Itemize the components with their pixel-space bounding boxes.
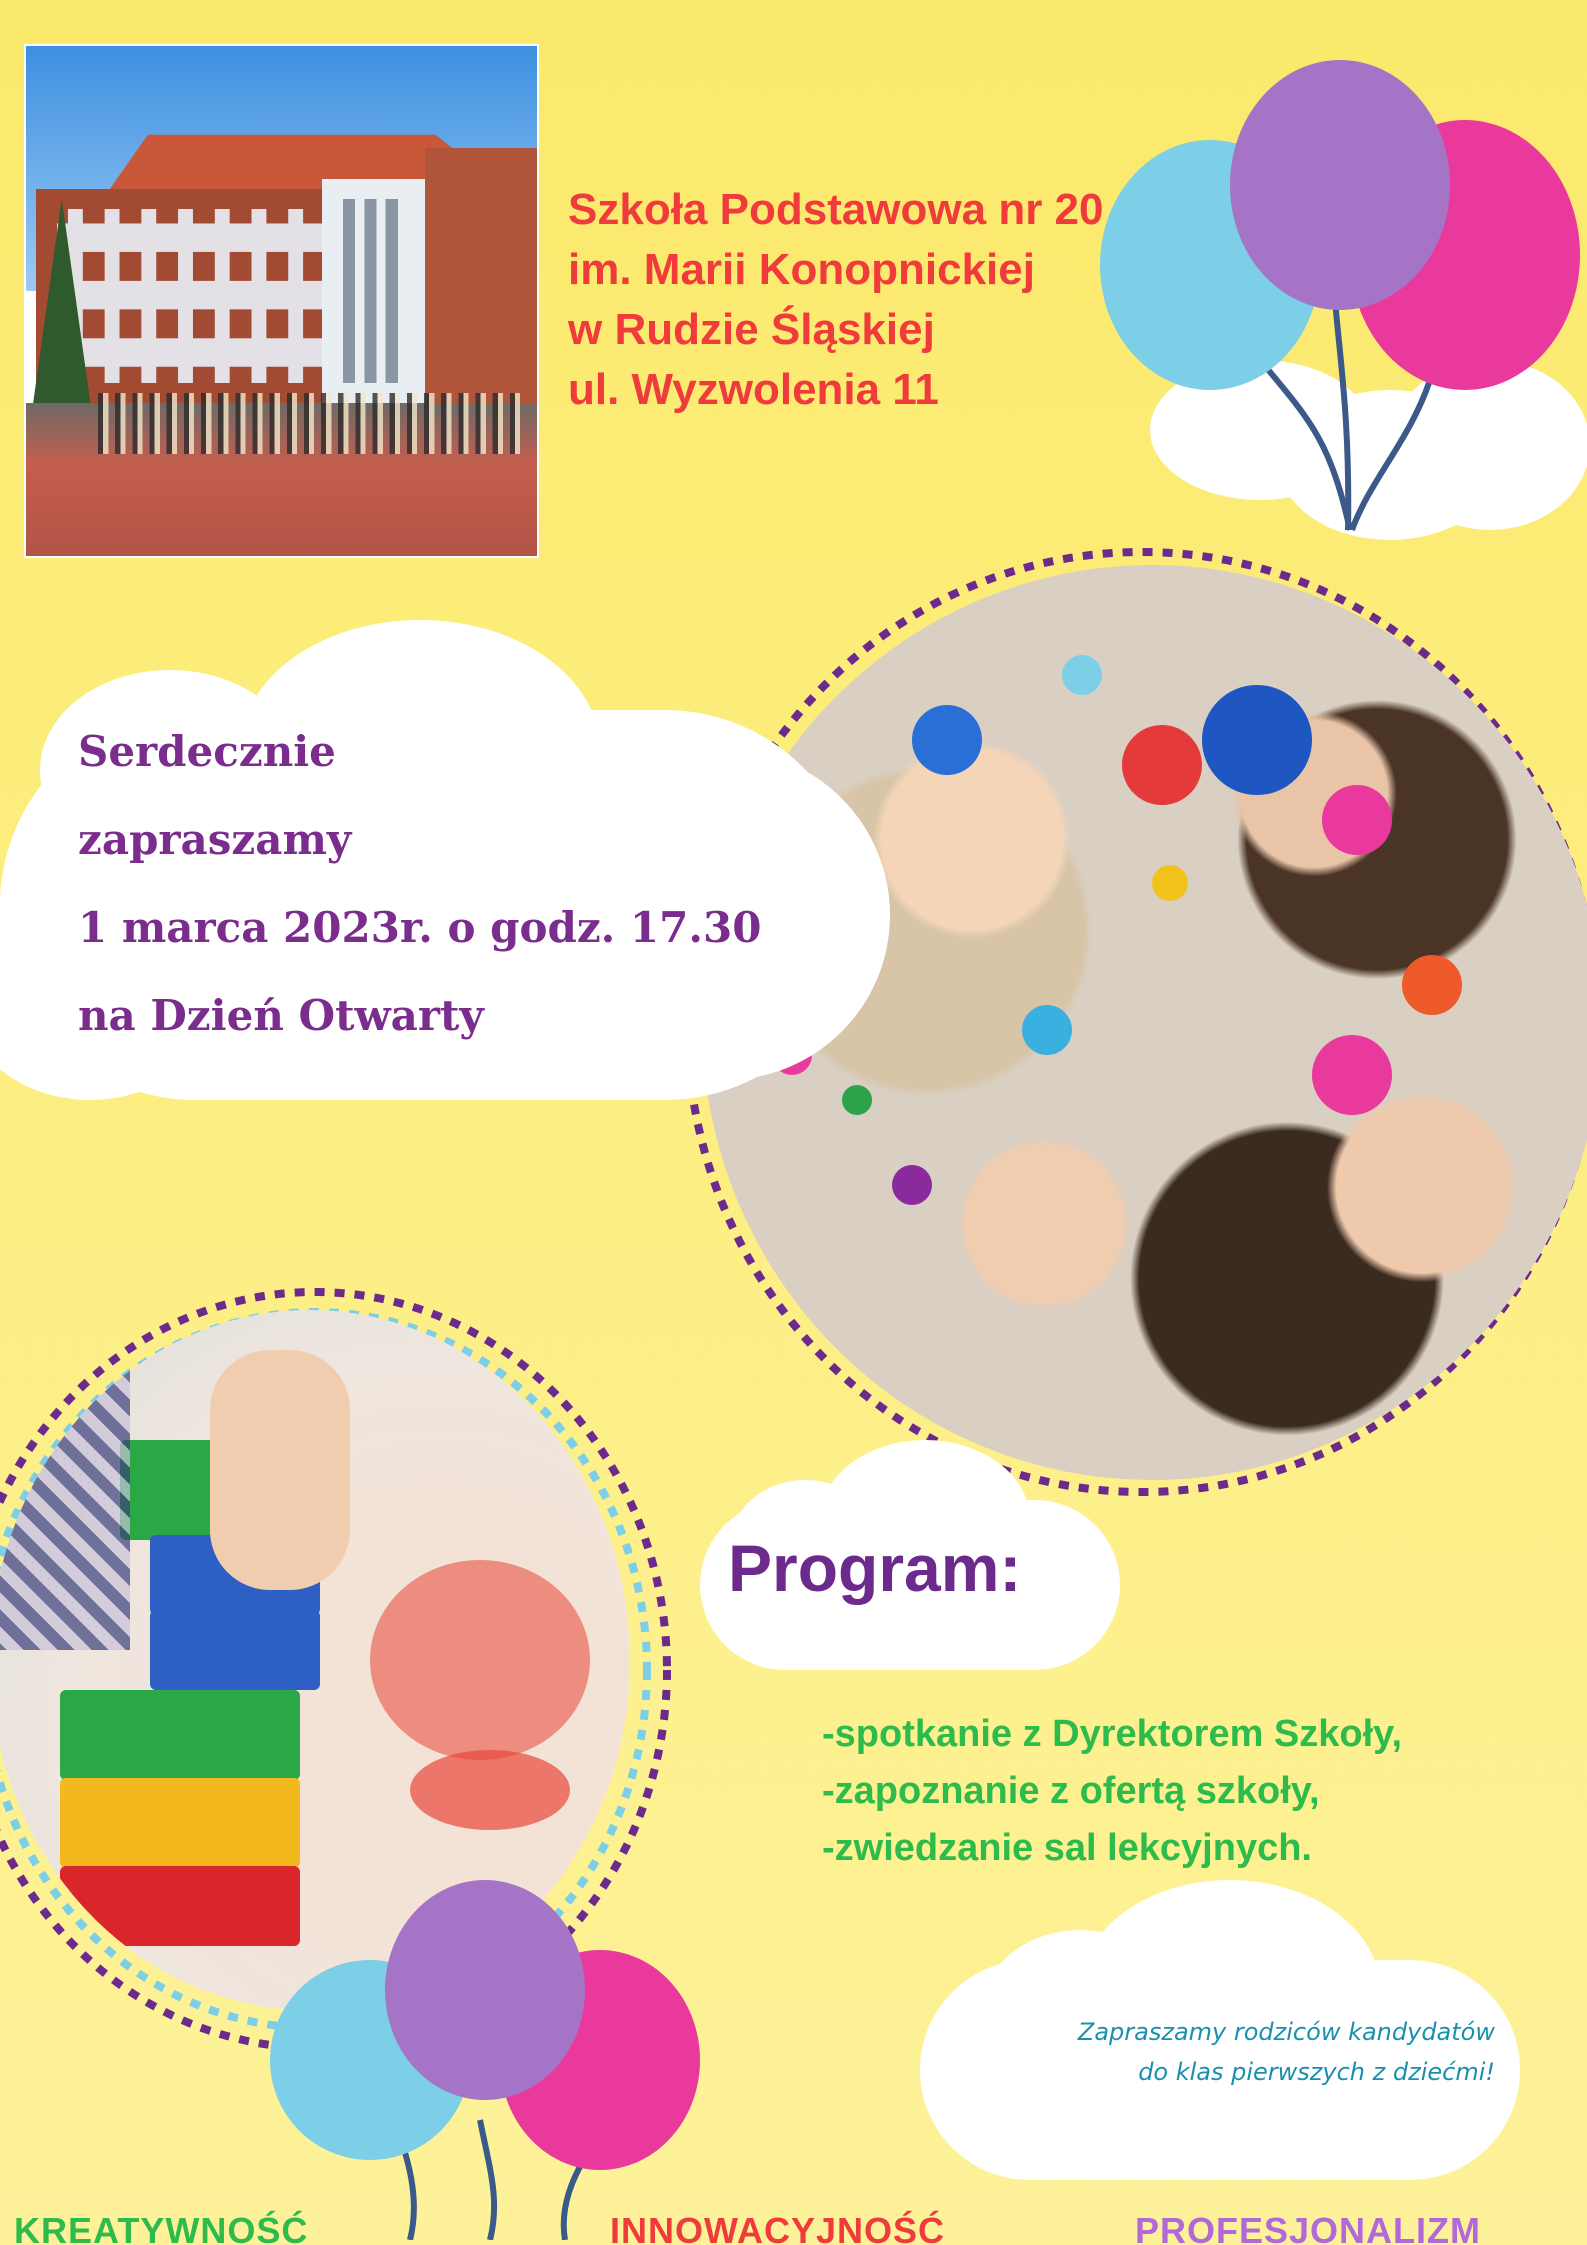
program-list [822, 1706, 1402, 1877]
note-line-1: Zapraszamy rodziców kandydatów [1077, 2018, 1495, 2046]
footer-innovation: INNOWACYJNOŚĆ [610, 2210, 946, 2245]
note-line-2: do klas pierwszych z dziećmi! [1138, 2058, 1495, 2086]
invite-line-2: zapraszamy [78, 815, 352, 864]
invite-date: 1 marca 2023r. o godz. 17.30 [78, 903, 762, 952]
balloon-purple-icon [1230, 60, 1450, 310]
school-photo [24, 44, 539, 558]
top-balloons [1090, 60, 1587, 560]
balloon-purple-icon [385, 1880, 585, 2100]
program-item: -spotkanie z Dyrektorem Szkoły, [822, 1713, 1403, 1755]
footer-creativity: KREATYWNOŚĆ [14, 2210, 309, 2245]
program-title: Program: [728, 1531, 1022, 1605]
program-item: -zapoznanie z ofertą szkoły, [822, 1770, 1320, 1812]
school-patron: im. Marii Konopnickiej [568, 245, 1035, 294]
footer-professionalism: PROFESJONALIZM [1135, 2210, 1482, 2245]
invite-line-1: Serdecznie [78, 727, 336, 776]
school-name: Szkoła Podstawowa nr 20 [568, 185, 1104, 234]
school-street: ul. Wyzwolenia 11 [568, 365, 939, 414]
parents-note [935, 2012, 1495, 2092]
invitation-text [78, 708, 878, 1060]
bottom-balloons [260, 1880, 720, 2240]
program-item: -zwiedzanie sal lekcyjnych. [822, 1827, 1312, 1869]
invite-event: na Dzień Otwarty [78, 991, 484, 1040]
school-city: w Rudzie Śląskiej [568, 305, 935, 354]
